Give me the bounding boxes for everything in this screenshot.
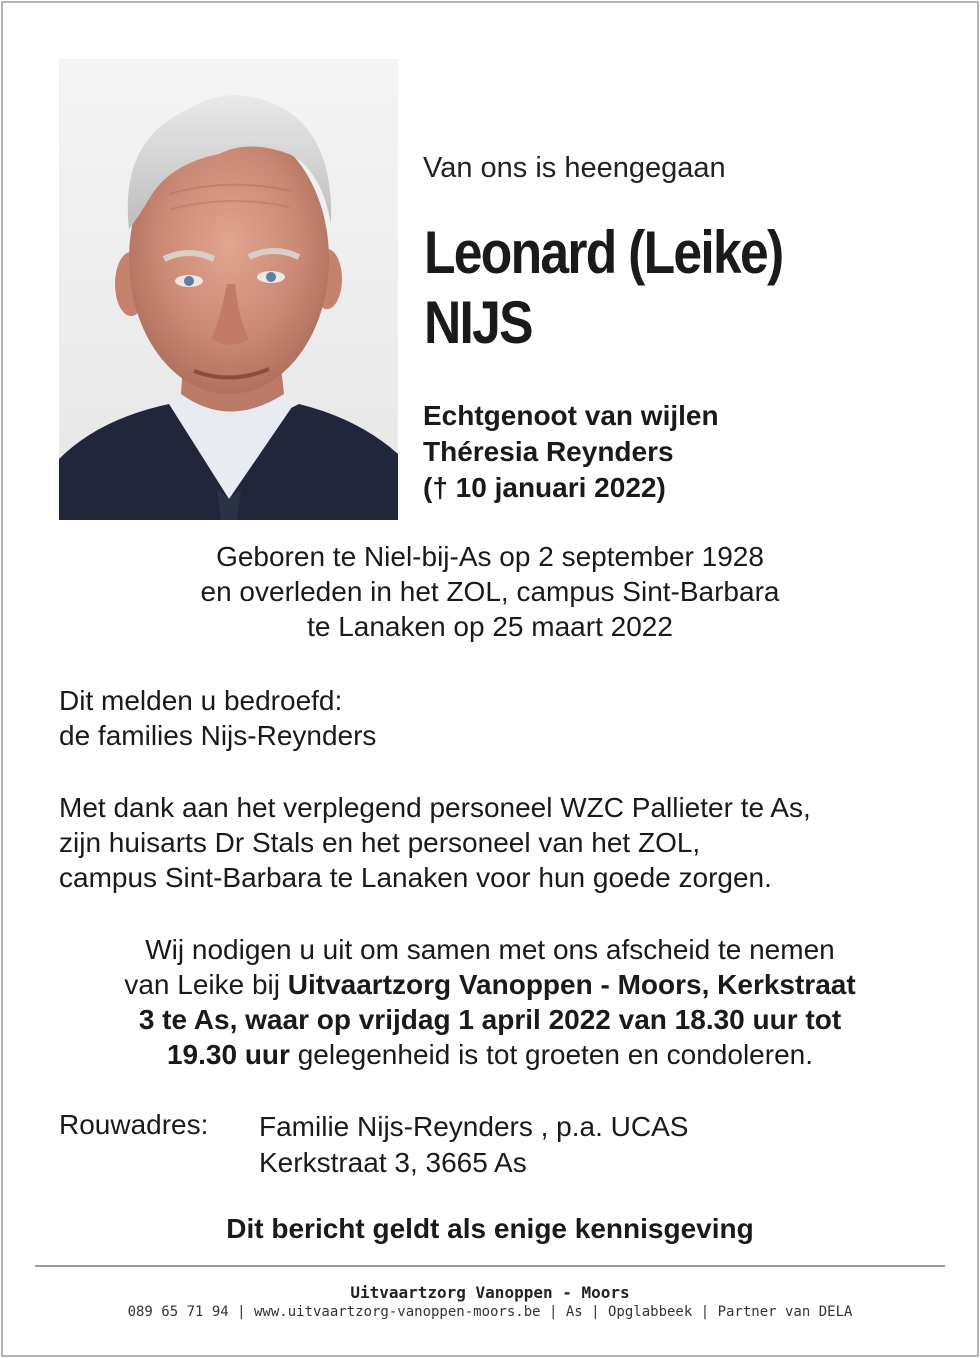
address-label: Rouwadres: <box>59 1109 209 1140</box>
invitation-paragraph <box>40 932 940 1072</box>
announcement-line-1: Dit melden u bedroefd: <box>59 685 343 716</box>
footer-title: Uitvaartzorg Vanoppen - Moors <box>350 1283 630 1302</box>
footer-contact-info: 089 65 71 94 | www.uitvaartzorg-vanoppen-moors.be | As | Opglabbeek | Partner van DELA <box>127 1304 853 1320</box>
announcement-line-2: de families Nijs-Reynders <box>59 720 377 751</box>
invitation-line-4 <box>40 1037 940 1072</box>
address-line-1: Familie Nijs-Reynders , p.a. UCAS <box>259 1111 689 1142</box>
birth-line-2: en overleden in het ZOL, campus Sint-Barbara <box>200 576 780 607</box>
invitation-line-4-plain: gelegenheid is tot groeten en condoleren. <box>289 1039 813 1070</box>
thanks-line-1: Met dank aan het verplegend personeel WZC Pallieter te As, <box>59 792 811 823</box>
last-name: NIJS <box>424 289 532 356</box>
invitation-line-2 <box>40 967 940 1002</box>
invitation-line-4-bold: 19.30 uur <box>166 1039 290 1070</box>
birth-line-1: Geboren te Niel-bij-As op 2 september 1928 <box>216 541 764 572</box>
thanks-line-3: campus Sint-Barbara te Lanaken voor hun goede zorgen. <box>59 862 772 893</box>
spouse-line-3: († 10 januari 2022) <box>423 472 666 503</box>
invitation-line-1: Wij nodigen u uit om samen met ons afscheid te nemen <box>145 934 835 965</box>
invitation-line-2-plain: van Leike bij <box>124 969 288 1000</box>
birth-death-info <box>40 539 940 644</box>
spouse-info <box>423 398 719 506</box>
footer-divider <box>35 1265 945 1267</box>
first-name: Leonard (Leike) <box>424 219 783 286</box>
invitation-line-3-bold: 3 te As, waar op vrijdag 1 april 2022 van 18.30 uur tot <box>138 1004 842 1035</box>
deceased-name <box>424 218 782 358</box>
spouse-line-2: Théresia Reynders <box>423 436 674 467</box>
thanks-paragraph <box>59 790 811 895</box>
thanks-line-2: zijn huisarts Dr Stals en het personeel van het ZOL, <box>59 827 701 858</box>
invitation-line-2-bold: Uitvaartzorg Vanoppen - Moors, Kerkstraat <box>287 969 856 1000</box>
announcement <box>59 683 376 753</box>
birth-line-3: te Lanaken op 25 maart 2022 <box>307 611 673 642</box>
spouse-line-1: Echtgenoot van wijlen <box>423 400 719 431</box>
portrait-photo <box>59 59 398 520</box>
invitation-line-3 <box>40 1002 940 1037</box>
address-line-2: Kerkstraat 3, 3665 As <box>259 1147 527 1178</box>
mourning-address <box>259 1109 688 1181</box>
intro-text: Van ons is heengegaan <box>423 152 726 184</box>
notice-text: Dit bericht geldt als enige kennisgeving <box>226 1213 754 1244</box>
